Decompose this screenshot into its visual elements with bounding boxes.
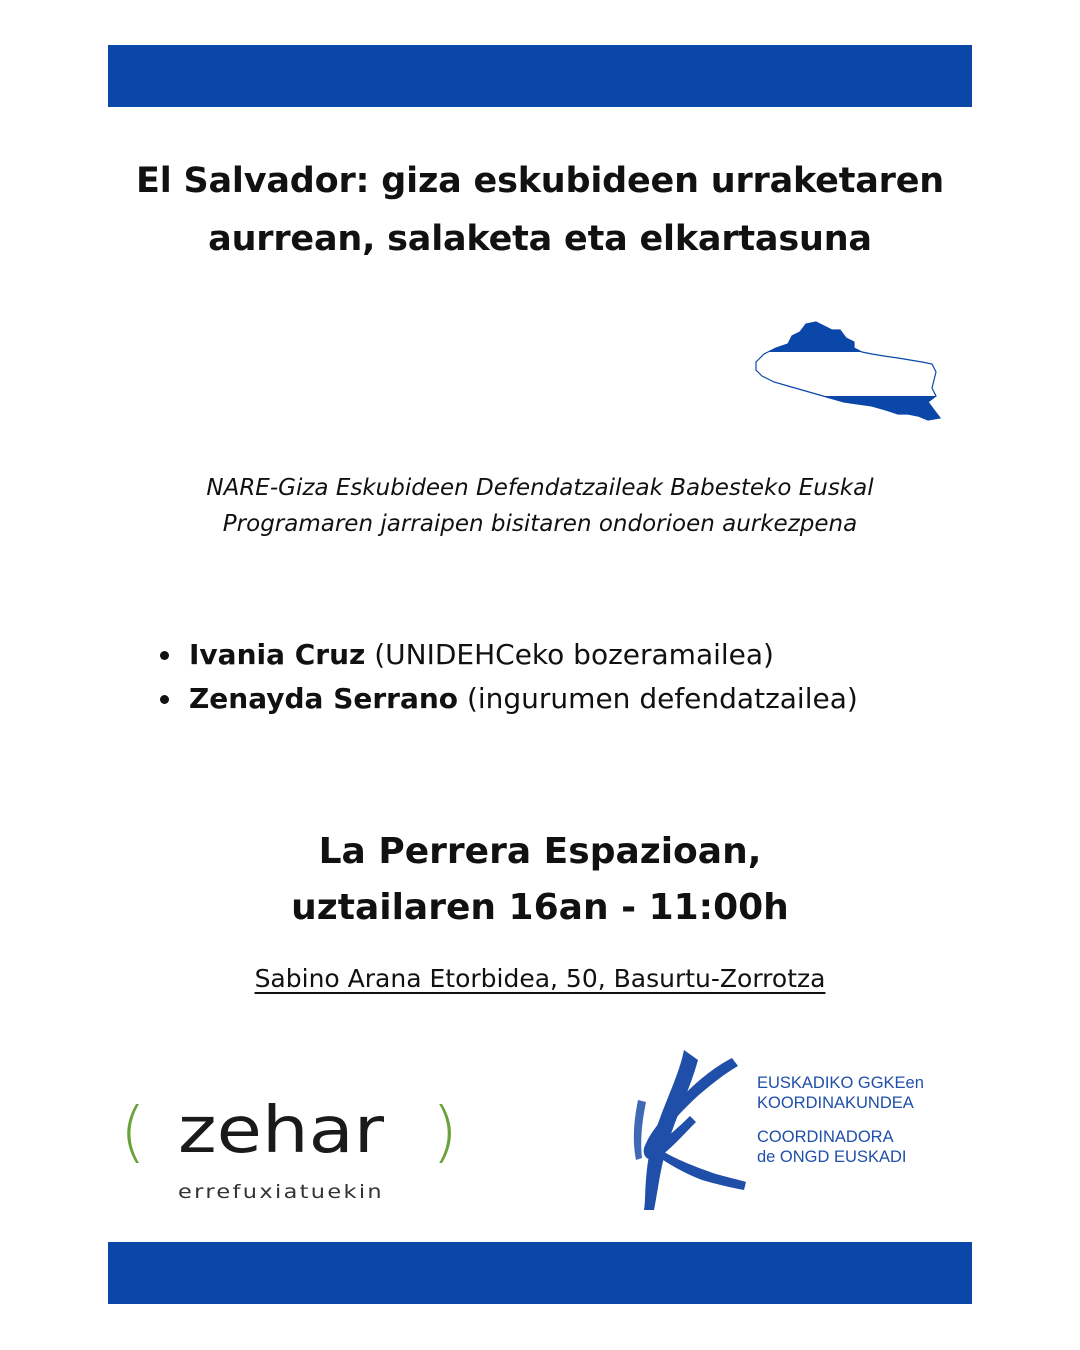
el-salvador-flag-map-icon <box>750 318 942 422</box>
top-blue-band <box>108 45 972 107</box>
event-subtitle <box>120 470 960 542</box>
event-title <box>90 152 990 268</box>
bullet-icon <box>160 695 169 704</box>
event-subtitle-line-1: NARE-Giza Eskubideen Defendatzaileak Babesteko Euskal <box>206 475 874 501</box>
coordinadora-brushstroke-icon <box>620 1040 750 1215</box>
event-title-line-2: aurrean, salaketa eta elkartasuna <box>208 219 872 259</box>
event-datetime: uztailaren 16an - 11:00h <box>291 887 789 928</box>
venue-address: Sabino Arana Etorbidea, 50, Basurtu-Zorrotza <box>254 964 826 993</box>
coordinadora-line-2: KOORDINAKUNDEA <box>757 1094 914 1112</box>
bottom-blue-band <box>108 1242 972 1304</box>
zehar-wordmark: zehar <box>178 1094 385 1168</box>
speaker-item <box>160 633 980 677</box>
coordinadora-line-4: de ONGD EUSKADI <box>757 1148 907 1166</box>
speaker-name: Zenayda Serrano <box>189 682 459 715</box>
coordinadora-line-3: COORDINADORA <box>757 1128 894 1146</box>
event-title-line-1: El Salvador: giza eskubideen urraketaren <box>136 161 944 201</box>
venue-datetime <box>140 824 940 936</box>
zehar-bracket-right: ) <box>432 1093 458 1170</box>
speaker-name: Ivania Cruz <box>189 638 366 671</box>
coordinadora-line-1: EUSKADIKO GGKEen <box>757 1074 924 1092</box>
event-subtitle-line-2: Programaren jarraipen bisitaren ondorioen aurkezpena <box>222 511 858 537</box>
bullet-icon <box>160 651 169 660</box>
speaker-list <box>160 633 980 721</box>
speaker-role: (ingurumen defendatzailea) <box>458 682 858 715</box>
zehar-logo <box>120 1092 458 1212</box>
venue-name: La Perrera Espazioan, <box>318 831 762 872</box>
speaker-item <box>160 677 980 721</box>
coordinadora-logo-text <box>757 1073 987 1167</box>
speaker-role: (UNIDEHCeko bozeramailea) <box>365 638 774 671</box>
zehar-bracket-left: ( <box>120 1093 146 1170</box>
zehar-tagline: errefuxiatuekin <box>178 1181 384 1203</box>
